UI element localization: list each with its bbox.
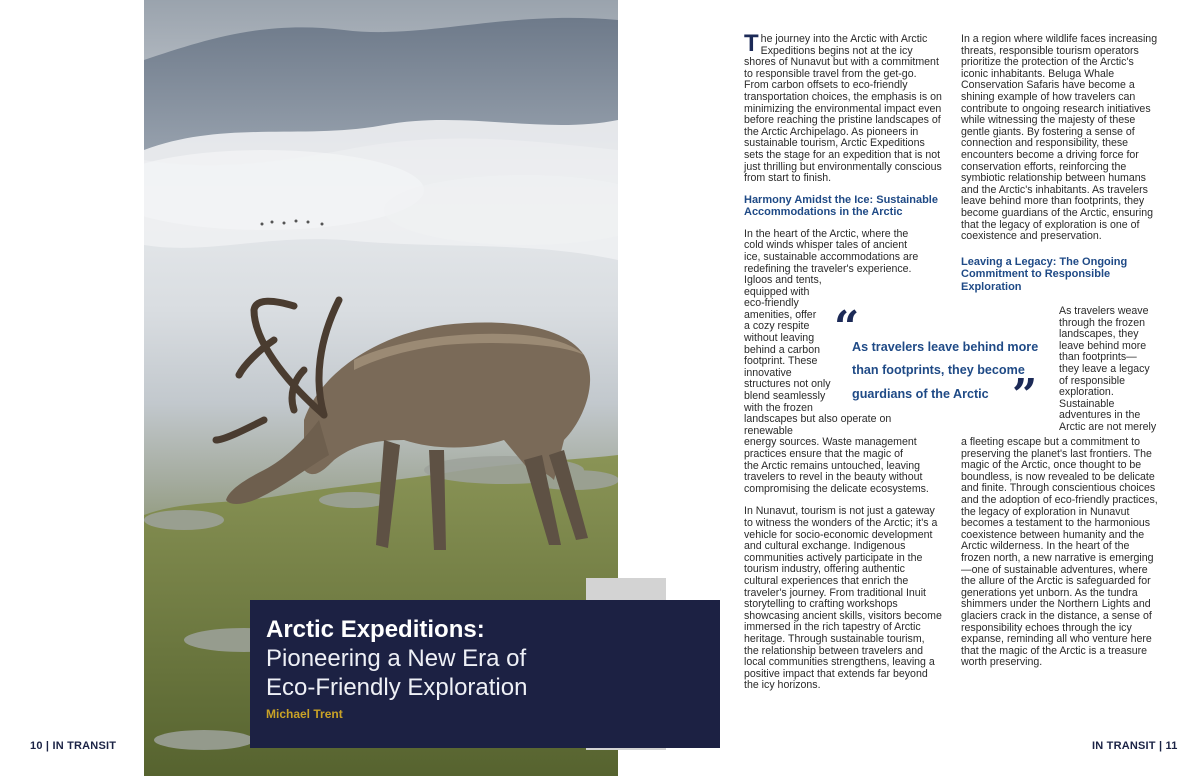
pull-quote-line: guardians of the Arctic — [852, 386, 989, 401]
wildlife-paragraph: In a region where wildlife faces increasing threats, responsible tourism operators prioritize the protection of the Arctic's iconic inhabitants. Beluga Whale Conservation Safaris have become a shining example of how travelers can contribute to ongoing research initiatives while witnessing the majesty of these gentle giants. By fostering a sense of connection and responsibility, these encounters become a driving force for conservation efforts, reinforcing the symbiotic relationship between humans and the Arctic's inhabitants. As travelers leave behind more than footprints, they become guardians of the Arctic, ensuring that the legacy of exploration is one of coexistence and preservation. — [961, 33, 1158, 243]
intro-text: he journey into the Arctic with Arctic Expeditions begins not at the icy shores of Nunavut but with a commitment to responsible travel from the get-go. From carbon offsets to eco-friendly transportation choices, the emphasis is on minimizing the environmental impact even before reaching the pristine landscapes of the Arctic Archipelago. As pioneers in sustainable tourism, Arctic Expeditions sets the stage for an expedition that is not just thrilling but environmentally conscious from start to finish. — [744, 33, 942, 185]
article-title-line1: Arctic Expeditions: — [266, 616, 485, 643]
col2-line: than footprints— — [1059, 351, 1137, 364]
page-number-right: IN TRANSIT | 11 — [1092, 740, 1178, 752]
close-quote-mark: ” — [1012, 370, 1038, 421]
col1-line: travelers to revel in the beauty without — [744, 471, 923, 484]
col2-line: As travelers weave — [1059, 305, 1149, 317]
col1-line: practices ensure that the magic of — [744, 448, 903, 460]
legacy-paragraph-wrap — [1059, 306, 1159, 434]
article-title-line2: Pioneering a New Era of — [266, 645, 527, 672]
intro-paragraph — [744, 30, 942, 185]
col2-line: exploration. — [1059, 386, 1114, 399]
subhead-legacy: Leaving a Legacy: The Ongoing Commitment to Responsible Exploration — [961, 255, 1128, 293]
col1-line: energy sources. Waste management — [744, 436, 917, 449]
pull-quote-line: than footprints, they become — [852, 363, 1025, 378]
legacy-paragraph-rest: a fleeting escape but a commitment to preserving the planet's last frontiers. The magic of the Arctic, once thought to be boundless, is now revealed to be delicate and finite. Through conscientious choices and the adoption of eco-friendly practices, the legacy of exploration in Nunavut becomes a testament to the harmonious coexistence between humanity and the Arctic wilderness. In the heart of the frozen north, a new narrative is emerging—one of sustainable adventures, where the allure of the Arctic is safeguarded for generations yet unborn. As the tundra shimmers under the Northern Lights and glaciers crack in the distance, a sense of responsibility echoes through the icy expanse, reminding all who venture here that the magic of the Arctic is a treasure worth preserving. — [961, 436, 1158, 669]
pull-quote-line: As travelers leave behind more — [852, 340, 1039, 354]
article-title-line3: Eco-Friendly Exploration — [266, 674, 528, 701]
col1-line: landscapes but also operate on renewable — [744, 413, 892, 437]
col2-line: of responsible — [1059, 374, 1125, 387]
open-quote-mark: “ — [834, 302, 860, 353]
col1-line: compromising the delicate ecosystems. — [744, 482, 929, 495]
subhead-accommodations: Harmony Amidst the Ice: Sustainable Accommodations in the Arctic — [744, 193, 938, 219]
col2-line: leave behind more — [1059, 339, 1147, 352]
col1-line: a cozy respite — [744, 320, 810, 333]
col1-line: amenities, offer — [744, 308, 817, 321]
col1-line: cold winds whisper tales of ancient — [744, 239, 908, 252]
col1-line: structures not only — [744, 378, 831, 391]
page-number-left: 10 | IN TRANSIT — [30, 740, 117, 752]
col2-line: landscapes, they — [1059, 328, 1139, 341]
publication-name-right: IN TRANSIT — [1092, 740, 1156, 752]
page-number-right-value: 11 — [1165, 740, 1178, 752]
col1-line: redefining the traveler's experience. — [744, 262, 912, 275]
author-byline: Michael Trent — [266, 707, 343, 721]
article-column-2 — [961, 34, 1159, 293]
page-number-left-value: 10 — [30, 740, 43, 752]
col2-line: Arctic are not merely — [1059, 420, 1157, 433]
col2-line: adventures in the — [1059, 409, 1141, 422]
publication-name-left: IN TRANSIT — [52, 740, 117, 752]
col1-line: In the heart of the Arctic, where the — [744, 227, 909, 240]
col1-line: Igloos and tents, — [744, 274, 822, 287]
col1-line: behind a carbon — [744, 343, 820, 356]
col1-line: blend seamlessly — [744, 390, 826, 403]
col1-line: eco-friendly — [744, 297, 799, 310]
col1-line: with the frozen — [744, 401, 813, 414]
col2-line: Sustainable — [1059, 397, 1115, 410]
col1-line: ice, sustainable accommodations are — [744, 250, 919, 263]
col2-line: through the frozen — [1059, 316, 1145, 329]
title-box — [250, 600, 720, 748]
community-paragraph: In Nunavut, tourism is not just a gateway to witness the wonders of the Arctic; it's a vehicle for socio-economic development and cultural exchange. Indigenous communities actively participate in the tourism industry, offering authentic cultural experiences that enrich the traveler's journey. From traditional Inuit storytelling to crafting workshops showcasing ancient skills, visitors become immersed in the rich tapestry of Arctic heritage. Through sustainable tourism, the relationship between travelers and local communities strengthens, leaving a positive impact that extends far beyond the icy horizons. — [744, 505, 942, 692]
col2-line: they leave a legacy — [1059, 362, 1150, 375]
col1-line: footprint. These — [744, 355, 818, 368]
col1-line: the Arctic remains untouched, leaving — [744, 459, 921, 472]
col1-line: equipped with — [744, 285, 810, 298]
dropcap: T — [744, 30, 759, 57]
col1-line: innovative — [744, 366, 792, 379]
col1-line: without leaving — [744, 332, 815, 345]
